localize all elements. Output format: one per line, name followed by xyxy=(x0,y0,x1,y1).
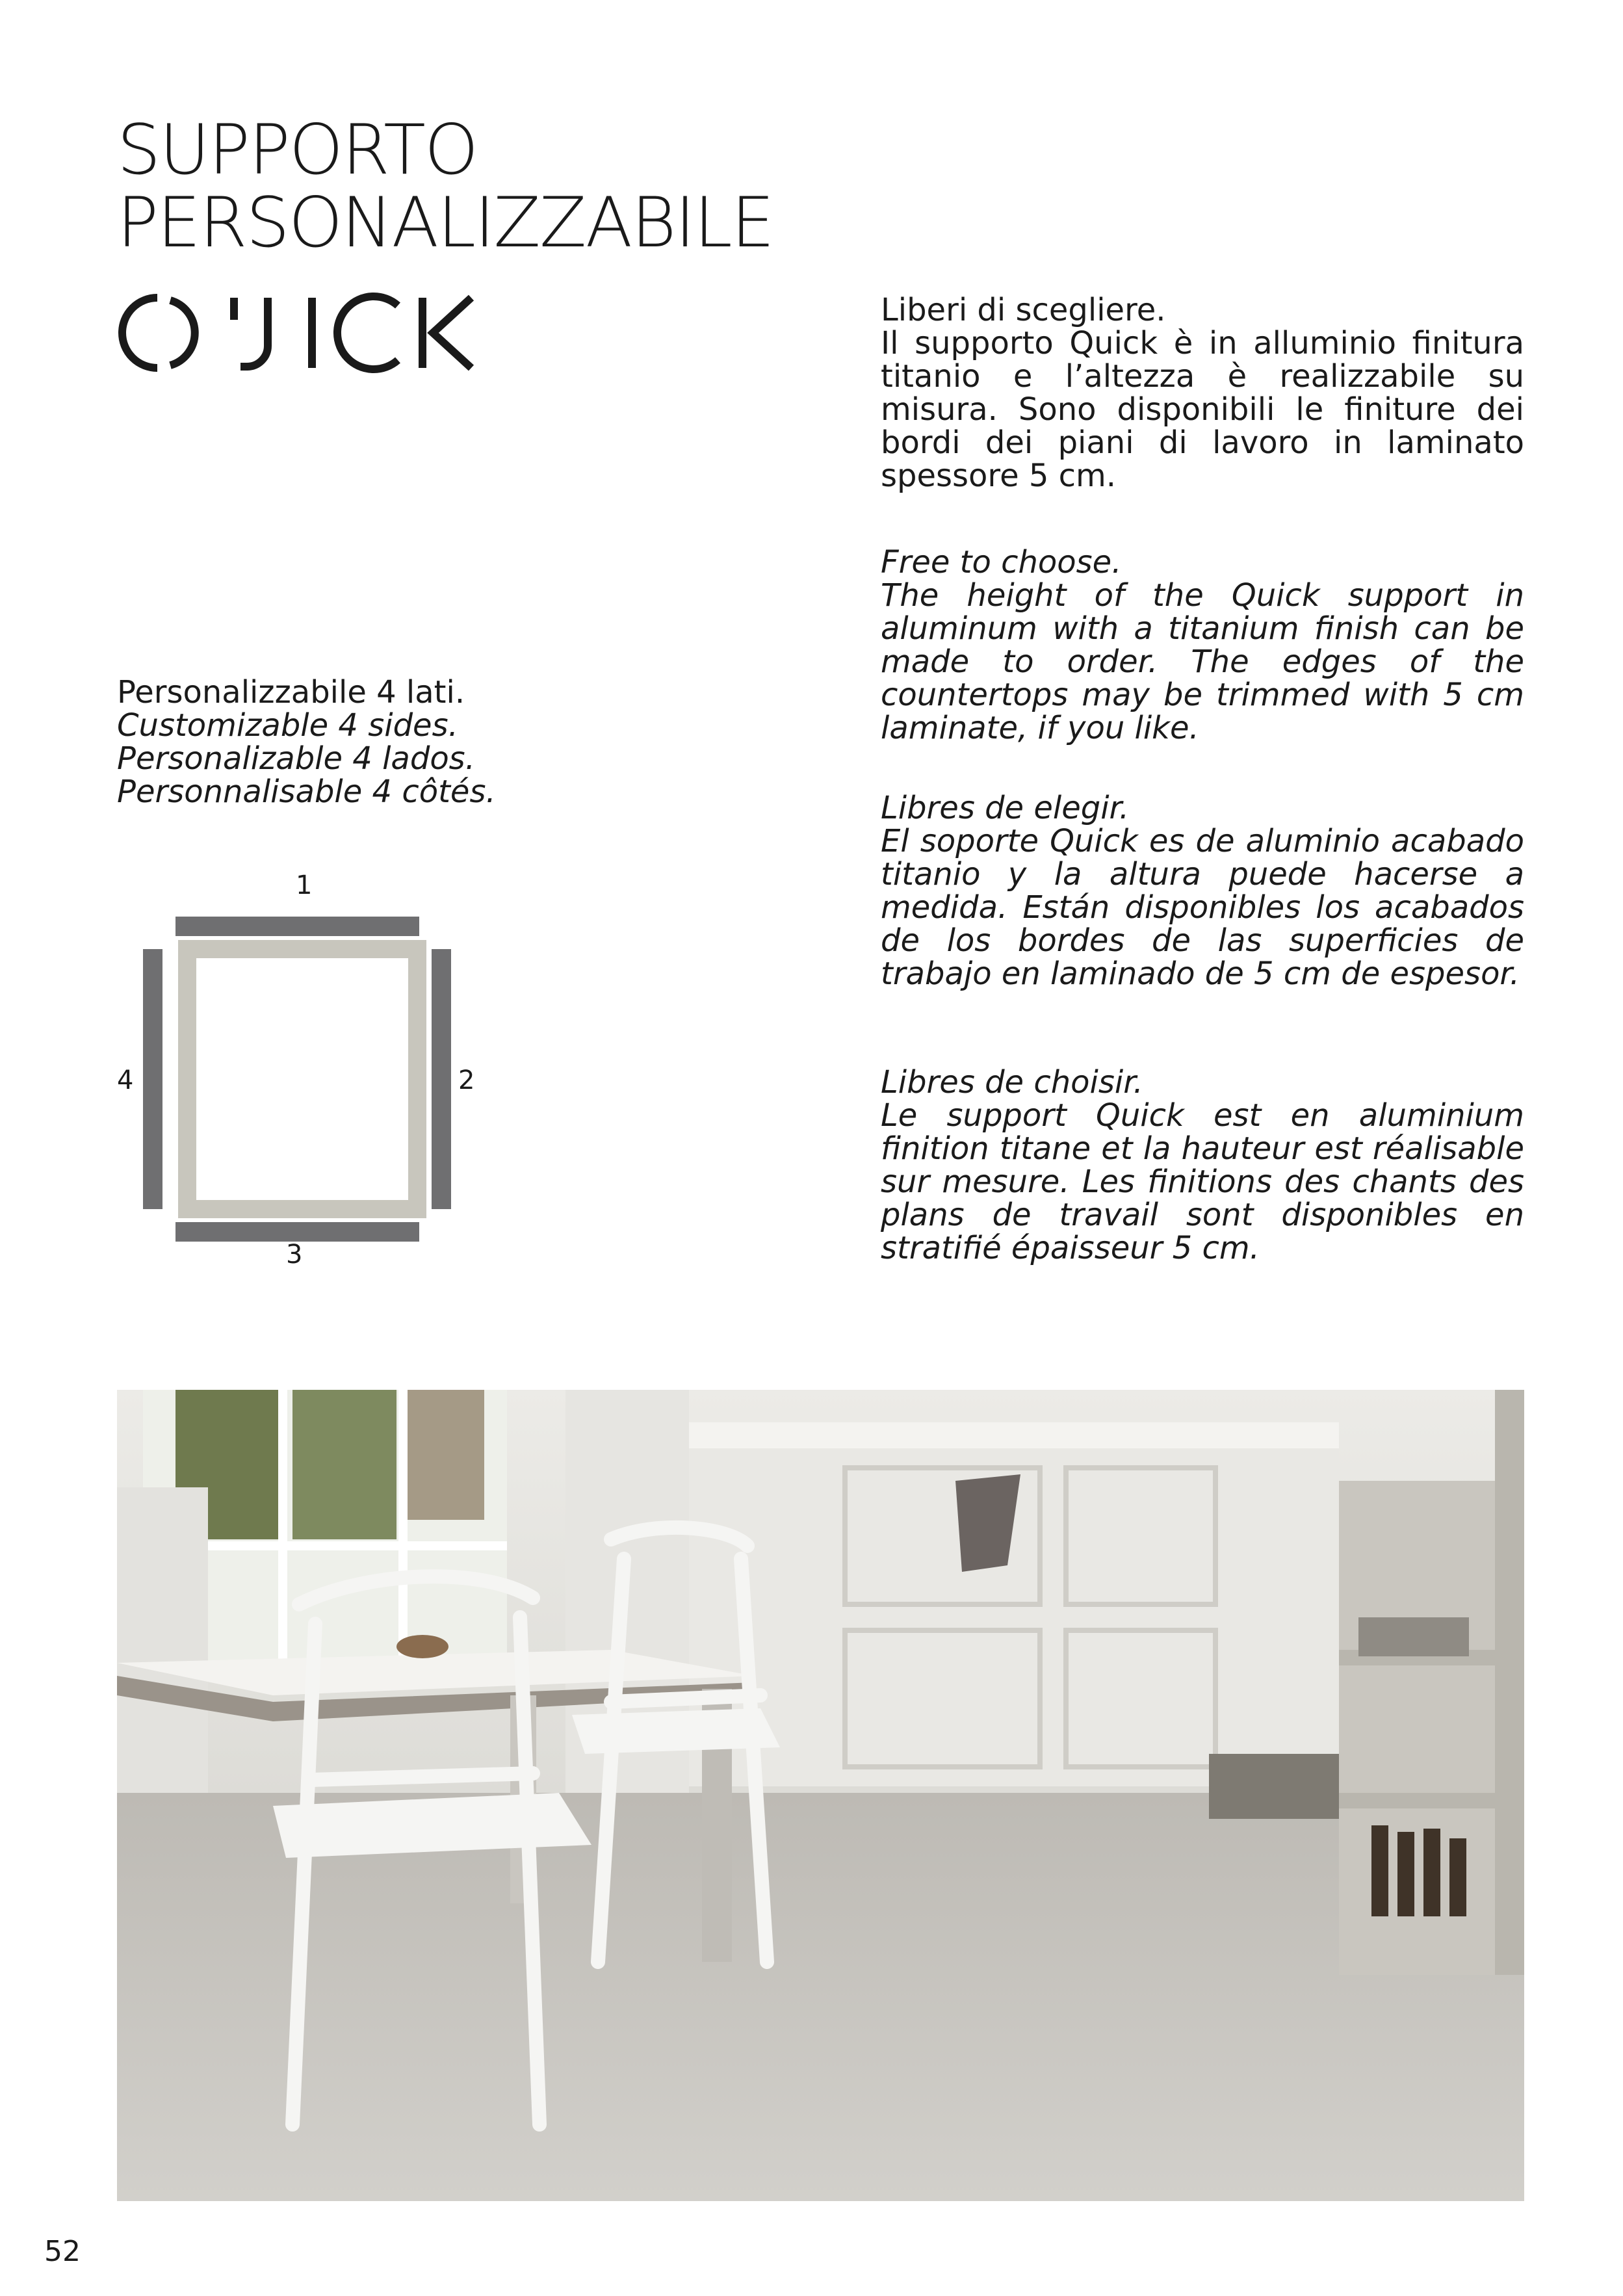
title-line-1: SUPPORTO xyxy=(117,110,478,190)
italian-heading: Liberi di scegliere. xyxy=(881,292,1166,328)
four-sides-diagram xyxy=(110,868,474,1271)
worktop-square xyxy=(187,949,417,1209)
spanish-heading: Libres de elegir. xyxy=(881,790,1130,826)
side-label-4: 4 xyxy=(117,1065,134,1095)
customizable-sides-text xyxy=(117,676,496,809)
side-label-1: 1 xyxy=(296,870,313,900)
italian-body: Il supporto Quick è in alluminio finitura titanio e l’altezza è realizzabile su misura. Sono disponibili le finiture dei bordi dei piani di lavoro in laminato spessore 5 cm. xyxy=(881,325,1524,494)
kitchen-photo xyxy=(117,1390,1524,2201)
sides-french: Personnalisable 4 côtés. xyxy=(117,774,496,810)
side-bar-4 xyxy=(143,949,162,1209)
side-label-2: 2 xyxy=(458,1065,474,1095)
english-body: The height of the Quick support in aluminum with a titanium finish can be made to order. The edges of the countertops may be trimmed with 5 cm laminate, if you like. xyxy=(881,577,1524,746)
sides-italian: Personalizzabile 4 lati. xyxy=(117,674,465,711)
quick-logo xyxy=(117,291,481,376)
description-english xyxy=(881,546,1524,745)
description-italian xyxy=(881,294,1524,493)
sides-english: Customizable 4 sides. xyxy=(117,707,458,744)
description-spanish xyxy=(881,792,1524,991)
english-heading: Free to choose. xyxy=(881,544,1122,581)
title-line-2: PERSONALIZZABILE xyxy=(117,183,773,263)
kitchen-scene-illustration xyxy=(117,1390,1524,2201)
side-bar-3 xyxy=(175,1222,419,1242)
french-body: Le support Quick est en aluminium finition titane et la hauteur est réalisable sur mesure. Les finitions des chants des plans de travail sont disponibles en stratifié épaisseur 5 cm. xyxy=(881,1097,1524,1266)
french-heading: Libres de choisir. xyxy=(881,1064,1143,1101)
page-number: 52 xyxy=(44,2235,81,2268)
spanish-body: El soporte Quick es de aluminio acabado titanio y la altura puede hacerse a medida. Están disponibles los acabados de los bordes de las superficies de trabajo en laminado de 5 cm de espesor. xyxy=(881,823,1524,992)
side-bar-2 xyxy=(432,949,451,1209)
side-bar-1 xyxy=(175,917,419,936)
page-title xyxy=(117,110,773,263)
sides-spanish: Personalizable 4 lados. xyxy=(117,740,475,777)
description-french xyxy=(881,1066,1524,1265)
side-label-3: 3 xyxy=(286,1240,303,1270)
